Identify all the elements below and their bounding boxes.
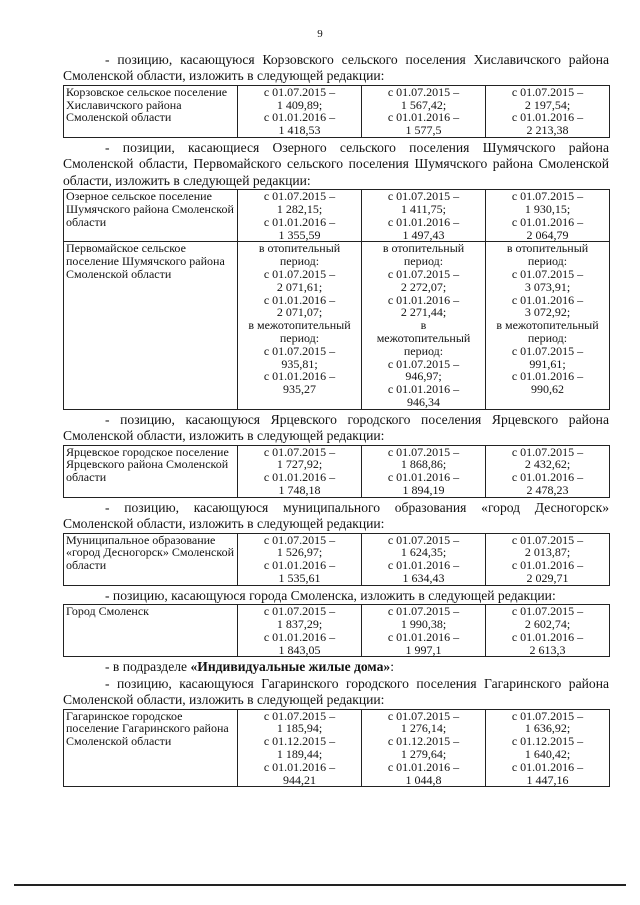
tariff-line: с 01.01.2016 – [511,470,584,485]
table-row [64,190,610,242]
tariff-line: с 01.01.2016 – [511,292,584,307]
tariff-line: с 01.07.2015 – [263,444,336,459]
tariff-line: с 01.01.2016 – [387,382,460,397]
tariff-line: 1 279,64; [400,746,447,761]
tariff-line: период: [279,254,320,269]
tariff-line: период: [403,343,444,358]
tariff-line: 1 997,1 [405,642,442,657]
tariff-cell [486,709,610,787]
tariff-line: с 01.01.2016 – [511,110,584,125]
tariff-line: с 01.01.2016 – [511,369,584,384]
tariff-line: в отопительный [382,241,465,256]
tariff-line: 2 013,87; [524,545,571,560]
document-body [63,52,609,789]
tariff-line: 2 071,61; [276,279,323,294]
municipality-name: Первомайское сельское поселение Шумячского района Смоленской области [64,242,238,409]
municipality-name: Муниципальное образование «город Десногорск» Смоленской области [64,533,238,585]
tariff-line: 1 930,15; [524,202,571,217]
paragraph-prefix: - в подразделе [105,659,191,675]
tariff-line: 1 727,92; [276,457,323,472]
tariff-line: 1 282,15; [276,202,323,217]
table-row [64,709,610,787]
tariff-cell [362,709,486,787]
tariff-cell [238,190,362,242]
tariff-line: в [420,318,427,333]
tariff-table [63,709,610,788]
tariff-line: 1 634,43 [402,570,445,585]
tariff-line: 2 213,38 [526,123,569,138]
tariff-line: период: [527,330,568,345]
table-row [64,242,610,409]
tariff-cell [362,242,486,409]
tariff-line: 3 072,92; [524,305,571,320]
tariff-line: с 01.07.2015 – [387,189,460,204]
tariff-line: 2 064,79 [526,227,569,242]
tariff-line: с 01.07.2015 – [387,708,460,723]
tariff-line: 2 197,54; [524,97,571,112]
tariff-line: 1 868,86; [400,457,447,472]
subsection-title: «Индивидуальные жилые дома» [190,659,391,675]
tariff-cell [362,85,486,137]
tariff-line: с 01.07.2015 – [263,604,336,619]
tariff-line: 2 272,07; [400,279,447,294]
tariff-line: в отопительный [506,241,589,256]
tariff-line: 1 447,16 [526,772,569,787]
tariff-line: с 01.01.2016 – [263,110,336,125]
tariff-cell [486,242,610,409]
paragraph: - позицию, касающуюся Ярцевского городского поселения Ярцевского района Смоленской области, изложить в следующей редакции: [63,411,609,444]
tariff-line: с 01.01.2016 – [387,470,460,485]
tariff-line: 1 577,5 [405,123,442,138]
tariff-line: с 01.12.2015 – [511,734,584,749]
tariff-line: 946,34 [407,394,440,409]
tariff-line: с 01.01.2016 – [387,558,460,573]
tariff-line: 1 640,42; [524,746,571,761]
tariff-line: 1 044,8 [405,772,442,787]
tariff-line: межотопительный [376,330,471,345]
tariff-line: 935,27 [283,382,316,397]
tariff-line: 2 029,71 [526,570,569,585]
tariff-line: период: [527,254,568,269]
tariff-cell [362,605,486,657]
tariff-line: 1 837,29; [276,616,323,631]
tariff-line: с 01.12.2015 – [387,734,460,749]
municipality-name: Город Смоленск [64,605,238,657]
tariff-table [63,85,610,138]
tariff-line: 1 535,61 [278,570,321,585]
tariff-line: с 01.01.2016 – [511,214,584,229]
table-row [64,605,610,657]
tariff-table [63,445,610,498]
paragraph: - позицию, касающуюся Корзовского сельского поселения Хиславичского района Смоленской области, изложить в следующей редакции: [63,52,609,84]
tariff-line: 935,81; [281,356,318,371]
tariff-line: с 01.01.2016 – [263,369,336,384]
tariff-line: с 01.07.2015 – [263,343,336,358]
tariff-line: 1 748,18 [278,482,321,497]
municipality-name: Гагаринское городское поселение Гагаринского района Смоленской области [64,709,238,787]
paragraph: - позицию, касающуюся города Смоленска, изложить в следующей редакции: [105,587,556,603]
tariff-line: с 01.07.2015 – [511,189,584,204]
paragraph-suffix: : [390,659,394,675]
municipality-name: Корзовское сельское поселение Хиславичского района Смоленской области [64,85,238,137]
tariff-table [63,189,610,410]
tariff-line: период: [279,330,320,345]
tariff-line: с 01.07.2015 – [511,267,584,281]
tariff-cell [238,242,362,409]
tariff-line: с 01.07.2015 – [263,267,336,281]
tariff-line: 1 990,38; [400,616,447,631]
tariff-line: с 01.07.2015 – [511,444,584,459]
tariff-line: 1 409,89; [276,97,323,112]
tariff-cell [238,605,362,657]
tariff-cell [362,533,486,585]
tariff-line: с 01.01.2016 – [263,292,336,307]
tariff-cell [486,445,610,497]
tariff-line: с 01.01.2016 – [263,214,336,229]
tariff-line: 990,62 [531,382,564,397]
tariff-cell [486,85,610,137]
tariff-line: 1 843,05 [278,642,321,657]
tariff-line: 991,61; [529,356,566,371]
paragraph: - позицию, касающуюся Гагаринского городского поселения Гагаринского района Смоленской области, изложить в следующей редакции: [63,675,609,708]
tariff-line: 1 418,53 [278,123,321,138]
tariff-line: 1 276,14; [400,721,447,736]
tariff-line: 2 613,3 [529,642,566,657]
tariff-line: 3 073,91; [524,279,571,294]
tariff-line: с 01.07.2015 – [511,84,584,99]
paragraph [63,659,609,675]
tariff-line: с 01.07.2015 – [263,84,336,99]
tariff-table [63,604,610,657]
tariff-line: 1 497,43 [402,227,445,242]
table-row [64,533,610,585]
tariff-line: с 01.01.2016 – [511,558,584,573]
tariff-line: 2 271,44; [400,305,447,320]
tariff-line: с 01.07.2015 – [511,708,584,723]
tariff-cell [238,445,362,497]
tariff-line: с 01.07.2015 – [511,604,584,619]
tariff-line: период: [403,254,444,269]
tariff-line: с 01.07.2015 – [263,189,336,204]
tariff-line: в межотопительный [248,318,351,333]
tariff-line: с 01.01.2016 – [511,629,584,644]
tariff-cell [362,445,486,497]
tariff-table [63,533,610,586]
tariff-line: с 01.01.2016 – [387,292,460,307]
tariff-cell [486,533,610,585]
tariff-line: с 01.07.2015 – [387,84,460,99]
tariff-cell [486,190,610,242]
tariff-line: с 01.07.2015 – [511,532,584,547]
tariff-line: с 01.07.2015 – [263,532,336,547]
tariff-line: с 01.01.2016 – [263,558,336,573]
table-row [64,85,610,137]
footer-rule [14,884,626,886]
tariff-line: 2 602,74; [524,616,571,631]
tariff-line: с 01.07.2015 – [387,604,460,619]
tariff-line: 1 624,35; [400,545,447,560]
tariff-line: 2 478,23 [526,482,569,497]
tariff-cell [238,709,362,787]
tariff-cell [486,605,610,657]
page-number: 9 [317,28,323,40]
tariff-line: 1 355,59 [278,227,321,242]
tariff-line: с 01.01.2016 – [387,629,460,644]
tariff-line: с 01.07.2015 – [511,343,584,358]
tariff-line: с 01.01.2016 – [263,759,336,774]
municipality-name: Ярцевское городское поселение Ярцевского района Смоленской области [64,445,238,497]
tariff-line: 2 432,62; [524,457,571,472]
municipality-name: Озерное сельское поселение Шумячского района Смоленской области [64,190,238,242]
tariff-line: 2 071,07; [276,305,323,320]
tariff-line: с 01.01.2016 – [387,110,460,125]
table-row [64,445,610,497]
paragraph: - позиции, касающиеся Озерного сельского поселения Шумячского района Смоленской области, Первомайского сельского поселения Шумячского района Смоленской области, изложить в следующей редакции: [63,140,609,188]
tariff-line: с 01.01.2016 – [263,629,336,644]
tariff-line: 1 894,19 [402,482,445,497]
tariff-line: с 01.12.2015 – [263,734,336,749]
tariff-line: 1 567,42; [400,97,447,112]
tariff-line: с 01.07.2015 – [387,444,460,459]
tariff-line: 1 185,94; [276,721,323,736]
tariff-line: с 01.07.2015 – [387,532,460,547]
tariff-line: 1 411,75; [401,202,446,217]
tariff-line: 946,97; [405,369,442,384]
tariff-line: в отопительный [258,241,341,256]
tariff-cell [362,190,486,242]
tariff-line: 944,21 [283,772,316,787]
tariff-line: с 01.01.2016 – [387,759,460,774]
tariff-line: с 01.01.2016 – [263,470,336,485]
tariff-line: с 01.01.2016 – [511,759,584,774]
tariff-line: с 01.07.2015 – [387,267,460,281]
tariff-line: с 01.07.2015 – [387,356,460,371]
tariff-line: с 01.07.2015 – [263,708,336,723]
tariff-line: 1 189,44; [276,746,323,761]
tariff-cell [238,533,362,585]
tariff-line: 1 636,92; [524,721,571,736]
tariff-line: с 01.01.2016 – [387,214,460,229]
tariff-cell [238,85,362,137]
paragraph: - позицию, касающуюся муниципального образования «город Десногорск» Смоленской области, изложить в следующей редакции: [63,499,609,532]
tariff-line: в межотопительный [496,318,599,333]
tariff-line: 1 526,97; [276,545,323,560]
